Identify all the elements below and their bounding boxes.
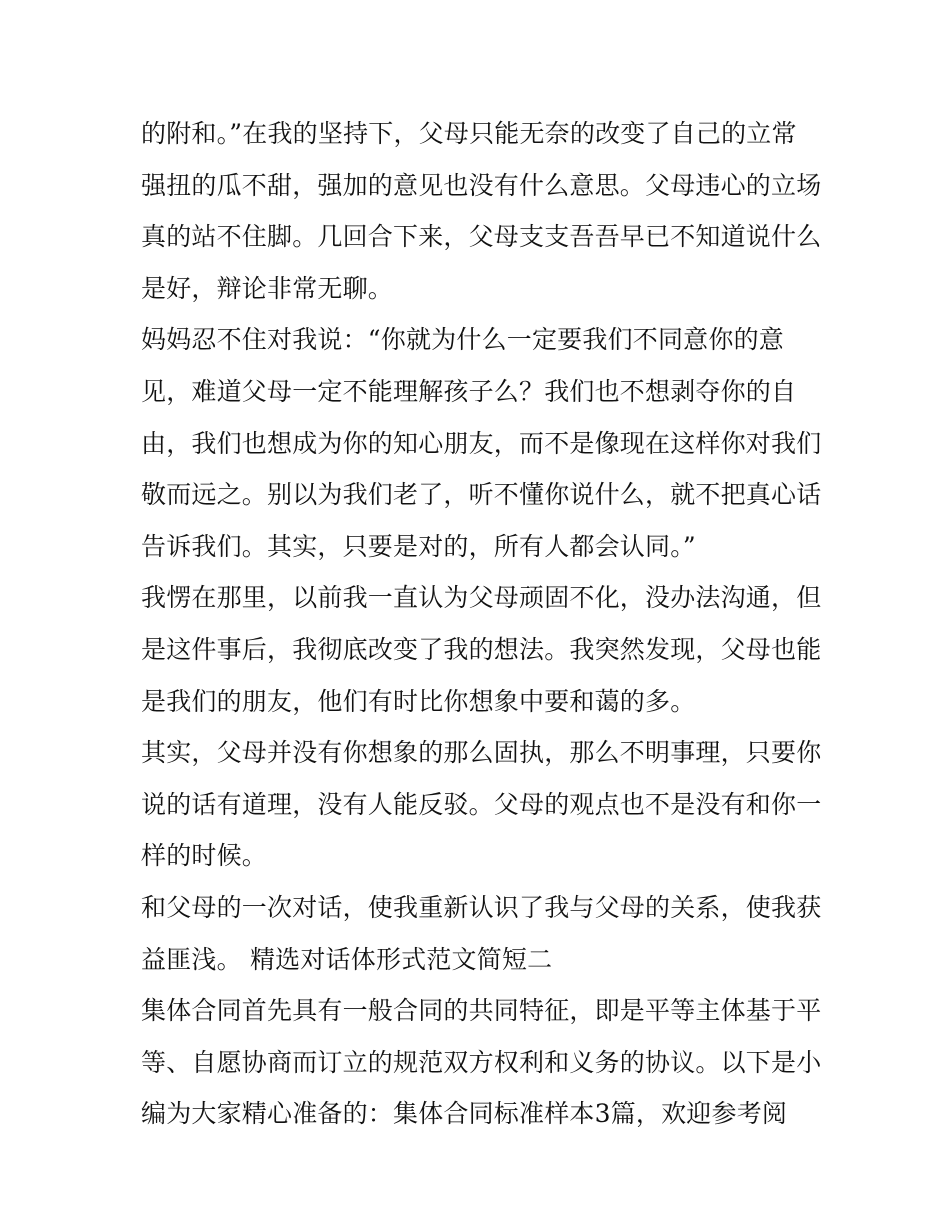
text-line: 集体合同首先具有一般合同的共同特征，即是平等主体基于平 xyxy=(141,996,822,1026)
text-line: 说的话有道理，没有人能反驳。父母的观点也不是没有和你一 xyxy=(141,789,822,819)
text-line: 的附和。”在我的坚持下，父母只能无奈的改变了自己的立常 xyxy=(141,119,797,148)
text-line: 见，难道父母一定不能理解孩子么？我们也不想剥夺你的自 xyxy=(141,376,797,406)
text-line: 真的站不住脚。几回合下来，父母支支吾吾早已不知道说什么 xyxy=(141,222,822,252)
text-line: 由，我们也想成为你的知心朋友，而不是像现在这样你对我们 xyxy=(141,428,822,458)
text-line: 等、自愿协商而订立的规范双方权利和义务的协议。以下是小 xyxy=(141,1047,822,1077)
text-line: 编为大家精心准备的：集体合同标准样本3篇，欢迎参考阅 xyxy=(141,1099,788,1129)
text-line: 强扭的瓜不甜，强加的意见也没有什么意思。父母违心的立场 xyxy=(141,170,822,200)
body-text xyxy=(141,108,821,1140)
text-line: 是这件事后，我彻底改变了我的想法。我突然发现，父母也能 xyxy=(141,634,822,664)
text-line: 其实，父母并没有你想象的那么固执，那么不明事理，只要你 xyxy=(141,738,822,768)
text-line: 敬而远之。别以为我们老了，听不懂你说什么，就不把真心话 xyxy=(141,480,822,510)
text-line: 是我们的朋友，他们有时比你想象中要和蔼的多。 xyxy=(141,686,696,716)
text-line: 我愣在那里，以前我一直认为父母顽固不化，没办法沟通，但 xyxy=(141,583,822,613)
text-line: 益匪浅。 精选对话体形式范文简短二 xyxy=(141,944,553,974)
text-line: 是好，辩论非常无聊。 xyxy=(141,273,394,303)
text-line: 妈妈忍不住对我说：“你就为什么一定要我们不同意你的意 xyxy=(141,325,784,355)
text-line: 告诉我们。其实，只要是对的，所有人都会认同。” xyxy=(141,531,696,561)
text-line: 和父母的一次对话，使我重新认识了我与父母的关系，使我获 xyxy=(141,892,822,922)
text-line: 样的时候。 xyxy=(141,841,268,871)
